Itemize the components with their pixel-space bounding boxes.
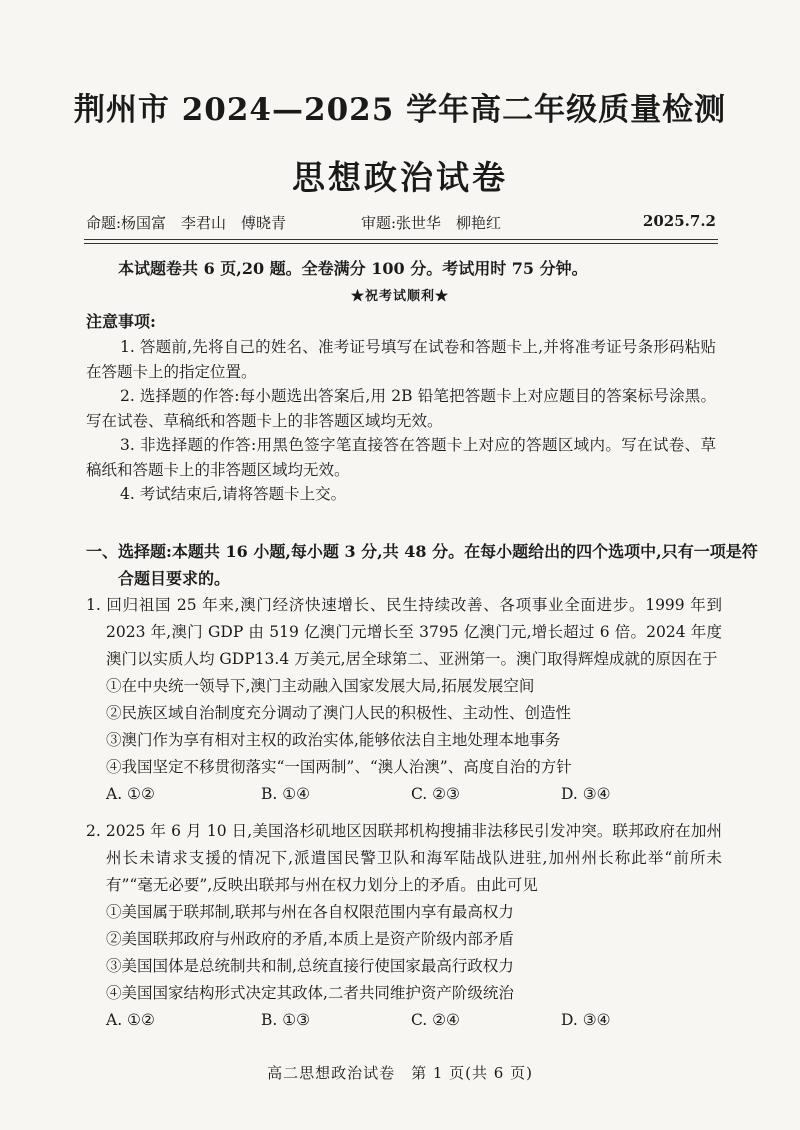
notes-title: 注意事项:: [86, 312, 156, 331]
note-item: 2. 选择题的作答:每小题选出答案后,用 2B 铅笔把答题卡上对应题目的答案标号涂黑。写在试卷、草稿纸和答题卡上的非答题区域均无效。: [86, 387, 716, 430]
note-item: 3. 非选择题的作答:用黑色签字笔直接答在答题卡上对应的答题区域内。写在试卷、草稿纸和答题卡上的非答题区域均无效。: [86, 436, 716, 479]
statement-option: ②民族区域自治制度充分调动了澳门人民的积极性、主动性、创造性: [106, 704, 572, 722]
good-luck-banner: ★祝考试顺利★: [350, 289, 449, 304]
choice-d: D. ③④: [561, 785, 611, 803]
page-footer: 高二思想政治试卷 第 1 页(共 6 页): [267, 1064, 533, 1082]
statement-option: ①在中央统一领导下,澳门主动融入国家发展大局,拓展发展空间: [106, 677, 535, 695]
choice-a: A. ①②: [106, 785, 155, 803]
note-item: 1. 答题前,先将自己的姓名、准考证号填写在试卷和答题卡上,并将准考证号条形码粘贴在答题卡上的指定位置。: [86, 338, 716, 381]
note-item: 4. 考试结束后,请将答题卡上交。: [120, 485, 347, 503]
exam-subject-title: 思想政治试卷: [292, 158, 508, 197]
notes-list: [86, 335, 716, 507]
statement-option: ④我国坚定不移贯彻落实“一国两制”、“澳人治澳”、高度自治的方针: [106, 758, 572, 776]
section-heading: 一、选择题:本题共 16 小题,每小题 3 分,共 48 分。在每小题给出的四个选项中,只有一项是符合题目要求的。: [86, 542, 758, 588]
statement-option: ②美国联邦政府与州政府的矛盾,本质上是资产阶级内部矛盾: [106, 930, 514, 948]
choice-c: C. ②④: [411, 1011, 460, 1029]
choice-d: D. ③④: [561, 1011, 611, 1029]
exam-date: 2025.7.2: [642, 212, 716, 230]
choice-a: A. ①②: [106, 1011, 155, 1029]
exam-title: 荆州市 2024—2025 学年高二年级质量检测: [73, 92, 727, 128]
statement-option: ①美国属于联邦制,联邦与州在各自权限范围内享有最高权力: [106, 903, 514, 921]
statement-option: ③美国国体是总统制共和制,总统直接行使国家最高行政权力: [106, 957, 514, 975]
header-divider: [84, 239, 718, 244]
statement-option: ③澳门作为享有相对主权的政治实体,能够依法自主地处理本地事务: [106, 731, 561, 749]
reviewers: 审题:张世华 柳艳红: [361, 214, 502, 232]
author-line: [86, 212, 716, 234]
answer-choices: [106, 781, 722, 808]
setters: 命题:杨国富 李君山 傅晓青: [86, 214, 287, 232]
choice-b: B. ①④: [261, 785, 311, 803]
choice-c: C. ②③: [411, 785, 460, 803]
exam-info: 本试题卷共 6 页,20 题。全卷满分 100 分。考试用时 75 分钟。: [118, 259, 588, 278]
question-stem: 1. 回归祖国 25 年来,澳门经济快速增长、民生持续改善、各项事业全面进步。1999 年到 2023 年,澳门 GDP 由 519 亿澳门元增长至 3795 亿澳门元,增长超过 6 倍。2024 年度澳门以实质人均 GDP13.4 万美元,居全球第二、亚洲第一。澳门取得辉煌成就的原因在于: [86, 596, 722, 668]
question-1: [86, 592, 722, 808]
answer-choices: [106, 1007, 722, 1034]
question-2: [86, 818, 722, 1034]
statement-option: ④美国国家结构形式决定其政体,二者共同维护资产阶级统治: [106, 984, 514, 1002]
question-stem: 2. 2025 年 6 月 10 日,美国洛杉矶地区因联邦机构搜捕非法移民引发冲突。联邦政府在加州州长未请求支援的情况下,派遣国民警卫队和海军陆战队进驻,加州州长称此举“前所未有”“毫无必要”,反映出联邦与州在权力划分上的矛盾。由此可见: [86, 822, 722, 894]
choice-b: B. ①③: [261, 1011, 311, 1029]
